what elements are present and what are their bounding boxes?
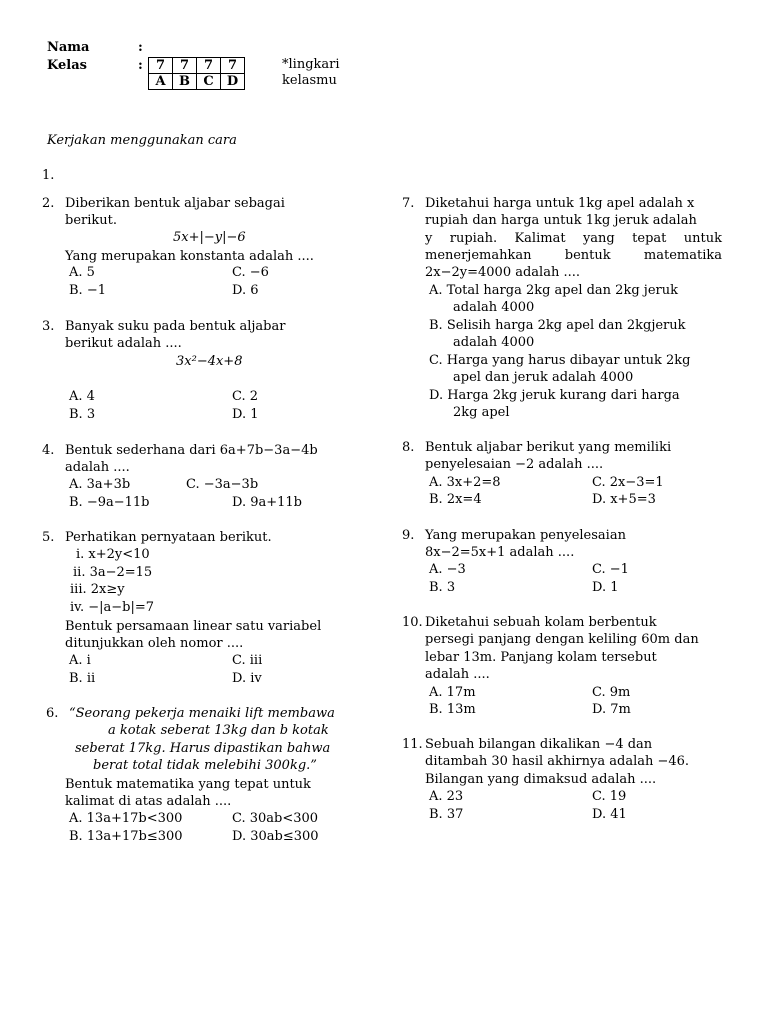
kelas-cell[interactable]: D	[221, 74, 245, 90]
q6-quote: berat total tidak melebihi 300kg.”	[93, 758, 317, 773]
q3-option-c[interactable]: C. 2	[232, 389, 259, 404]
q7-option-a[interactable]: A. Total harga 2kg apel dan 2kg jeruk	[429, 283, 678, 298]
q8-text: penyelesaian −2 adalah ....	[425, 457, 604, 472]
q5-text: Perhatikan pernyataan berikut.	[65, 530, 272, 545]
q10-text: Diketahui sebuah kolam berbentuk	[425, 615, 657, 630]
kelas-cell[interactable]: 7	[221, 58, 245, 74]
q9-option-c[interactable]: C. −1	[592, 562, 629, 577]
q11-option-b[interactable]: B. 37	[429, 807, 464, 822]
q2-expression: 5x+|−y|−6	[173, 230, 246, 245]
kelas-table	[148, 57, 245, 90]
q9-option-d[interactable]: D. 1	[592, 580, 619, 595]
q10-text: adalah ....	[425, 667, 490, 682]
q5-statement-ii: ii. 3a−2=15	[73, 565, 153, 580]
q6-option-d[interactable]: D. 30ab≤300	[232, 829, 319, 844]
q4-number: 4.	[42, 443, 55, 458]
q11-option-a[interactable]: A. 23	[429, 789, 464, 804]
q2-option-b[interactable]: B. −1	[69, 283, 106, 298]
q7-option-c-cont: apel dan jeruk adalah 4000	[453, 370, 634, 385]
q5-option-a[interactable]: A. i	[69, 653, 91, 668]
nama-label: Nama	[47, 40, 90, 55]
q8-text: Bentuk aljabar berikut yang memiliki	[425, 440, 672, 455]
q5-statement-iii: iii. 2x≥y	[70, 582, 125, 597]
kelas-cell[interactable]: 7	[149, 58, 173, 74]
kelas-cell[interactable]: 7	[197, 58, 221, 74]
q4-option-d[interactable]: D. 9a+11b	[232, 495, 303, 510]
q11-text: Sebuah bilangan dikalikan −4 dan	[425, 737, 653, 752]
q7-text: rupiah dan harga untuk 1kg jeruk adalah	[425, 213, 697, 228]
q10-option-a[interactable]: A. 17m	[429, 685, 476, 700]
q2-text: berikut.	[65, 213, 117, 228]
q6-option-a[interactable]: A. 13a+17b<300	[69, 811, 183, 826]
q9-option-b[interactable]: B. 3	[429, 580, 456, 595]
q11-option-d[interactable]: D. 41	[592, 807, 627, 822]
q1-number: 1.	[42, 168, 55, 183]
q4-option-a[interactable]: A. 3a+3b	[69, 477, 131, 492]
instruction: Kerjakan menggunakan cara	[47, 133, 237, 148]
q7-text: y rupiah. Kalimat yang tepat untuk	[425, 231, 722, 246]
q6-option-b[interactable]: B. 13a+17b≤300	[69, 829, 183, 844]
q6-text: kalimat di atas adalah ....	[65, 794, 232, 809]
q7-text: menerjemahkan bentuk matematika	[425, 248, 722, 263]
q6-text: Bentuk matematika yang tepat untuk	[65, 777, 311, 792]
kelas-note-line1: *lingkari	[282, 57, 340, 72]
q6-quote: a kotak seberat 13kg dan b kotak	[108, 723, 329, 738]
q3-option-b[interactable]: B. 3	[69, 407, 96, 422]
q8-option-b[interactable]: B. 2x=4	[429, 492, 482, 507]
q2-text: Diberikan bentuk aljabar sebagai	[65, 196, 285, 211]
q8-option-a[interactable]: A. 3x+2=8	[429, 475, 501, 490]
q11-option-c[interactable]: C. 19	[592, 789, 627, 804]
q2-option-c[interactable]: C. −6	[232, 265, 269, 280]
kelas-cell[interactable]: B	[173, 74, 197, 90]
kelas-label: Kelas	[47, 58, 87, 73]
q4-option-b[interactable]: B. −9a−11b	[69, 495, 150, 510]
q10-text: persegi panjang dengan keliling 60m dan	[425, 632, 699, 647]
q6-option-c[interactable]: C. 30ab<300	[232, 811, 319, 826]
q3-text: berikut adalah ....	[65, 336, 182, 351]
q10-option-d[interactable]: D. 7m	[592, 702, 631, 717]
q9-number: 9.	[402, 528, 415, 543]
q5-text: Bentuk persamaan linear satu variabel	[65, 619, 322, 634]
q11-text: ditambah 30 hasil akhirnya adalah −46.	[425, 754, 690, 769]
q9-text: Yang merupakan penyelesaian	[425, 528, 626, 543]
q9-text: 8x−2=5x+1 adalah ....	[425, 545, 575, 560]
q7-option-d-cont: 2kg apel	[453, 405, 510, 420]
q2-text: Yang merupakan konstanta adalah ....	[65, 249, 314, 264]
q10-number: 10.	[402, 615, 423, 630]
kelas-cell[interactable]: 7	[173, 58, 197, 74]
q7-option-b[interactable]: B. Selisih harga 2kg apel dan 2kgjeruk	[429, 318, 686, 333]
q5-option-d[interactable]: D. iv	[232, 671, 262, 686]
q2-option-a[interactable]: A. 5	[69, 265, 95, 280]
q5-statement-i: i. x+2y<10	[76, 547, 150, 562]
q8-option-d[interactable]: D. x+5=3	[592, 492, 656, 507]
q8-option-c[interactable]: C. 2x−3=1	[592, 475, 664, 490]
q11-text: Bilangan yang dimaksud adalah ....	[425, 772, 657, 787]
q7-option-b-cont: adalah 4000	[453, 335, 535, 350]
q3-option-a[interactable]: A. 4	[69, 389, 95, 404]
q5-text: ditunjukkan oleh nomor ....	[65, 636, 244, 651]
q2-option-d[interactable]: D. 6	[232, 283, 259, 298]
q10-text: lebar 13m. Panjang kolam tersebut	[425, 650, 657, 665]
q5-option-c[interactable]: C. iii	[232, 653, 263, 668]
q11-number: 11.	[402, 737, 423, 752]
q4-text: Bentuk sederhana dari 6a+7b−3a−4b	[65, 443, 318, 458]
q3-expression: 3x²−4x+8	[176, 354, 243, 369]
kelas-colon: :	[138, 58, 143, 73]
q3-text: Banyak suku pada bentuk aljabar	[65, 319, 286, 334]
q6-quote: seberat 17kg. Harus dipastikan bahwa	[75, 741, 331, 756]
q4-option-c[interactable]: C. −3a−3b	[186, 477, 259, 492]
q7-option-a-cont: adalah 4000	[453, 300, 535, 315]
q5-option-b[interactable]: B. ii	[69, 671, 96, 686]
kelas-cell[interactable]: C	[197, 74, 221, 90]
q5-statement-iv: iv. −|a−b|=7	[70, 600, 155, 615]
q5-number: 5.	[42, 530, 55, 545]
q6-number: 6.	[46, 706, 59, 721]
q7-option-d[interactable]: D. Harga 2kg jeruk kurang dari harga	[429, 388, 680, 403]
kelas-note-line2: kelasmu	[282, 73, 337, 88]
q7-text: Diketahui harga untuk 1kg apel adalah x	[425, 196, 695, 211]
q2-number: 2.	[42, 196, 55, 211]
q7-text: 2x−2y=4000 adalah ....	[425, 265, 580, 280]
q10-option-b[interactable]: B. 13m	[429, 702, 476, 717]
q3-number: 3.	[42, 319, 55, 334]
q3-option-d[interactable]: D. 1	[232, 407, 259, 422]
q10-option-c[interactable]: C. 9m	[592, 685, 631, 700]
q9-option-a[interactable]: A. −3	[429, 562, 466, 577]
q6-quote: “Seorang pekerja menaiki lift membawa	[69, 706, 335, 721]
q7-option-c[interactable]: C. Harga yang harus dibayar untuk 2kg	[429, 353, 691, 368]
nama-colon: :	[138, 40, 143, 55]
q7-number: 7.	[402, 196, 415, 211]
q8-number: 8.	[402, 440, 415, 455]
q4-text: adalah ....	[65, 460, 130, 475]
kelas-cell[interactable]: A	[149, 74, 173, 90]
